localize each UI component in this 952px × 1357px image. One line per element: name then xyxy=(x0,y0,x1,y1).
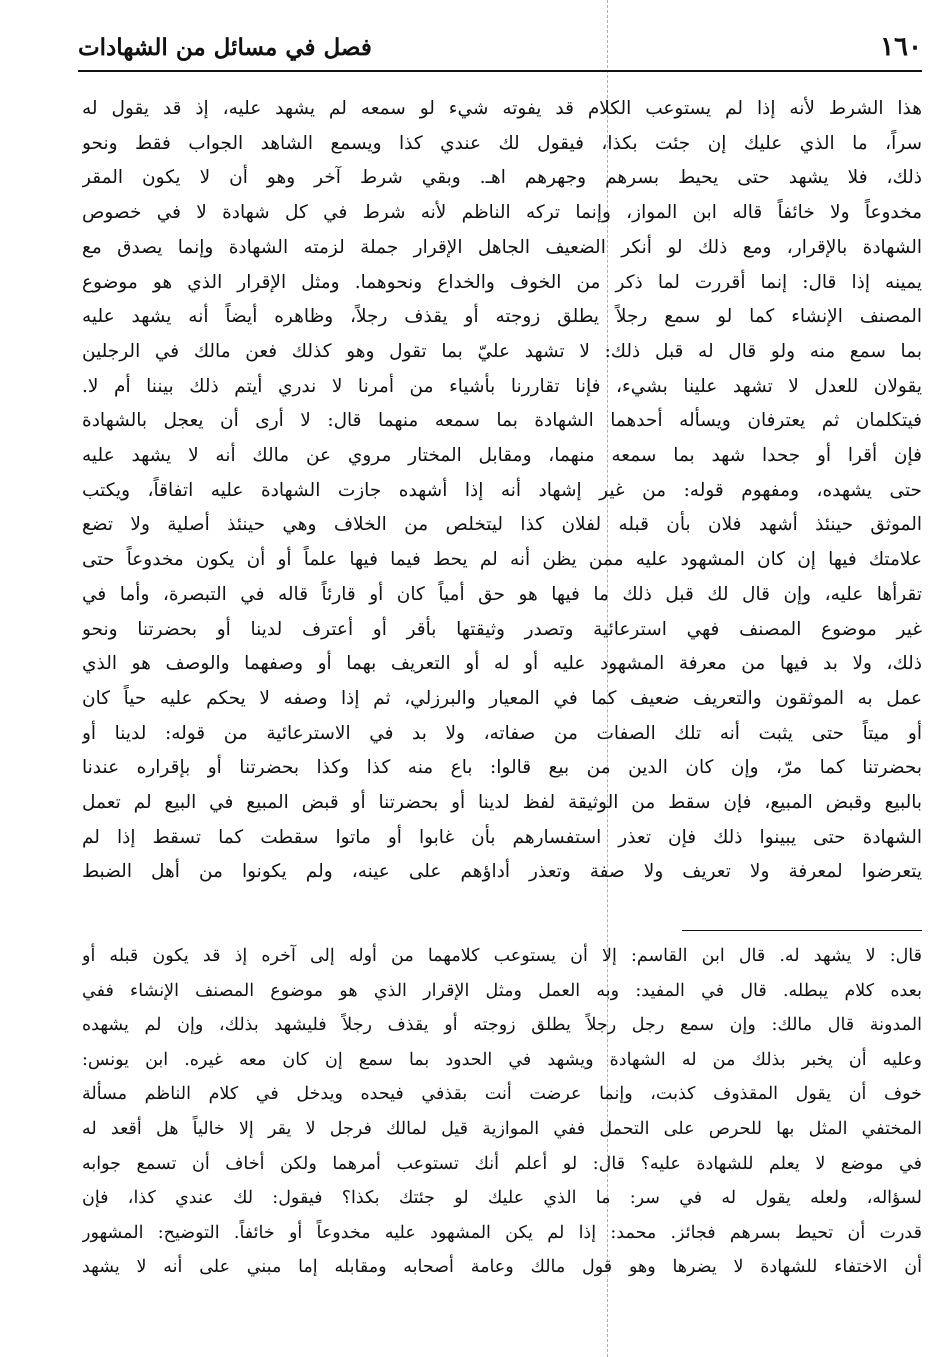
main-text-line: الشهادة بالإقرار، ومع ذلك لو أنكر الضعيف الجاهل الإقرار جملة لزمته الشهادة وإنما يصدق مع xyxy=(82,236,922,258)
main-text-line: ذلك، ولا بد فيها من معرفة المشهود عليه أو له أو التعريف بهما أو وصفهما والوصف هو الذي xyxy=(82,653,922,675)
main-text-line: بالبيع وقبض المبيع، فإن سقط من الوثيقة لفظ لدينا أو بحضرتنا أو قبض المبيع في البيع لم تعمل xyxy=(82,792,922,814)
main-text-line: يمينه إذا قال: إنما أقررت لما ذكر من الخوف والخداع ونحوهما. ومثل الإقرار الذي هو موضوع xyxy=(82,271,922,293)
main-text-line: بما سمع منه ولو قال له قبل ذلك: لا تشهد عليّ بما تقول وهو كذلك فعن مالك في الرجلين xyxy=(82,340,922,362)
main-text-line: ذلك، فلا يشهد حتى يحيط بسرهم وجهرهم اهـ. وبقي شرط آخر وهو أن لا يكون المقر xyxy=(82,167,922,189)
main-text-line: فإن أقرا أو جحدا شهد بما سمعه منهما، ومقابل المختار مروي عن مالك أنه لا يشهد عليه xyxy=(82,445,922,467)
main-text-line: الموثق حينئذ أشهد فلان بأن قبله لفلان كذا ليتخلص من الخلاف وهي حينئذ أصلية ولا تضع xyxy=(82,514,922,536)
footnote-line: المدونة قال مالك: وإن سمع رجل رجلاً يطلق زوجته أو يقذف رجلاً فليشهد بذلك، وإن لم يشهده xyxy=(82,1015,922,1036)
main-text-line: حتى يشهده، ومفهوم قوله: من غير إشهاد أنه إذا أشهده جازت الشهادة عليه اتفاقاً، ويكتب xyxy=(82,479,922,501)
main-text-line: سراً، ما الذي عليك إن جئت بكذا، فيقول لك عندي كذا ويسمع الشاهد الجواب فقط ونحو xyxy=(82,132,922,154)
main-text-line: عمل به الموثقون والتعريف ضعيف كما في المعيار والبرزلي، ثم إذا وصفه لا يحكم عليه حياً كان xyxy=(82,687,922,709)
header-rule xyxy=(78,70,922,72)
footnote-separator xyxy=(682,930,922,931)
main-text-line: علامتك فيها إن كان المشهود عليه ممن يظن أنه لم يحط فيما فيها علماً أو أن يكون مخدوعاً حتى xyxy=(82,549,922,571)
main-text-line: تقرأها عليه، وإن قال لك قبل ذلك ما فيها هو حق أمياً كان أو قارئاً قاله في التبصرة، وأما في xyxy=(82,583,922,605)
main-text-line: مخدوعاً ولا خائفاً قاله ابن المواز، وإنما تركه الناظم لأنه شرط في كل شهادة لا في خصوص xyxy=(82,202,922,224)
main-text-line: المصنف الإنشاء كما لو سمع رجلاً يطلق زوجته أو يقذف رجلاً، وظاهره أيضاً أنه يشهد عليه xyxy=(82,306,922,328)
running-title: فصل في مسائل من الشهادات xyxy=(78,34,372,61)
footnote-line: لسؤاله، ولعله يقول له في سر: ما الذي عليك لو جئتك بكذا؟ فيقول: لك عندي كذا، فإن xyxy=(82,1188,922,1209)
footnote-line: خوف أن يقول المقذوف كذبت، وإنما عرضت أنت بقذفي فيحده ويدخل في كلام الناظم مسألة xyxy=(82,1084,922,1105)
footnote-line: في موضع لا يعلم للشهادة عليه؟ قال: لو أعلم أنك تستوعب أمرهما ولكن أخاف أن تسمع جوابه xyxy=(82,1153,922,1174)
main-text-line: أو ميتاً حتى يثبت أنه تلك الصفات من صفاته، ولا بد في الاسترعائية من قوله: لدينا أو xyxy=(82,722,922,744)
page-header xyxy=(78,30,922,74)
main-text xyxy=(82,92,922,890)
main-text-line: بحضرتنا كما مرّ، وإن كان الدين من بيع قالوا: باع منه كذا وكذا بحضرتنا أو بإقراره عندنا xyxy=(82,757,922,779)
footnote-text xyxy=(82,939,922,1285)
main-text-line: فيتكلمان ثم يعترفان ويسأله أحدهما الشهادة بما سمعه منهما قال: لا أرى أن يعجل بالشهادة xyxy=(82,410,922,432)
footnote-line: قال: لا يشهد له. قال ابن القاسم: إلا أن يستوعب كلامهما من أوله إلى آخره إذ قد يكون قبله أو xyxy=(82,946,922,966)
footnote-line: بعده كلام يبطله. قال في المفيد: وبه العمل ومثل الإقرار الذي هو موضوع المصنف الإنشاء ففي xyxy=(82,980,922,1001)
footnote-line: وعليه أن يخبر بذلك من له الشهادة ويشهد في الحدود بما سمع إن كان معه غيره. ابن يونس: xyxy=(82,1049,922,1070)
footnote-line: المختفي المثل بها للحرص على التحمل ففي الموازية قيل لمالك فرجل لا يقر إلا خالياً هل أقعد له xyxy=(82,1118,922,1139)
footnote-line: أن الاختفاء للشهادة لا يضرها وهو قول مالك وعامة أصحابه ومقابله إما مبني على أنه لا يشهد xyxy=(82,1257,922,1278)
main-text-line: يتعرضوا لمعرفة ولا تعريف ولا صفة وتعذر أداؤهم على عينه، ولم يكونوا من أهل الضبط xyxy=(82,861,922,883)
main-text-line: غير موضوع المصنف فهي استرعائية وتصدر وثيقتها بأقر أو أعترف لدينا أو بحضرتنا ونحو xyxy=(82,618,922,640)
page-number: ١٦٠ xyxy=(880,32,922,62)
footnote-line: قدرت أن تحيط بسرهم فجائز. محمد: إذا لم يكن المشهود عليه مخدوعاً أو خائفاً. التوضيح: المشهور xyxy=(82,1222,922,1243)
main-text-line: هذا الشرط لأنه إذا لم يستوعب الكلام قد يفوته شيء لو سمعه لم يشهد عليه، إذ قد يقول له xyxy=(82,98,922,119)
main-text-line: يقولان للعدل لا تشهد علينا بشيء، فإنا تقاررنا بأشياء من أمرنا لا ندري أيتم ذلك بيننا أم لا. xyxy=(82,375,922,397)
main-text-line: الشهادة حتى يبينوا ذلك فإن تعذر استفسارهم بأن غابوا أو ماتوا سقطت كما تسقط إذا لم xyxy=(82,826,922,848)
